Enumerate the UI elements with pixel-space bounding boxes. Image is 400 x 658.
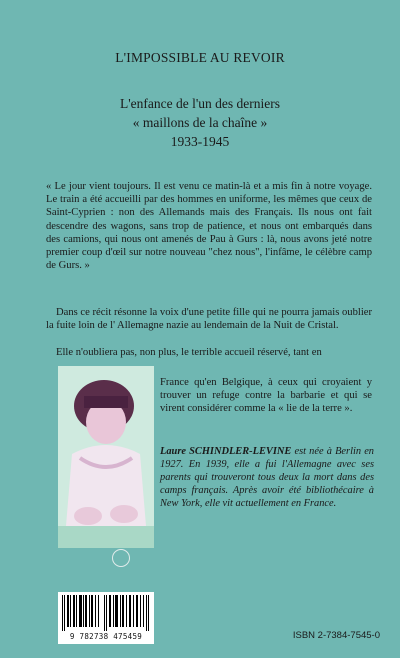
author-bio-text: est née à Berlin en 1927. En 1939, elle a fui l'Allemagne avec ses parents qui trouveront tous deux la mort dans des camps français. Après avoir été bibliothécaire à New York, elle vit actuellement en France. <box>160 446 374 509</box>
description-paragraph-3: France qu'en Belgique, à ceux qui croyaient y trouver un refuge contre la barbarie et qui se virent considérer comme la « lie de la terre ». <box>160 377 372 415</box>
barcode-digits: 9 782738 475459 <box>69 632 143 641</box>
author-childhood-photo <box>58 366 154 548</box>
photo-stamp-circle <box>112 549 130 567</box>
subtitle-line-1: L'enfance de l'un des derniers <box>119 96 281 111</box>
subtitle-years: 1933-1945 <box>170 134 230 149</box>
book-title: L'IMPOSSIBLE AU REVOIR <box>115 50 285 65</box>
description-paragraph-1: Dans ce récit résonne la voix d'une petite fille qui ne pourra jamais oublier la fuite loin de l' Allemagne nazie au lendemain de la Nuit de Cristal. <box>46 307 372 332</box>
isbn: ISBN 2-7384-7545-0 <box>292 630 380 641</box>
author-name: Laure SCHINDLER-LEVINE <box>160 446 292 457</box>
author-bio <box>160 445 374 510</box>
subtitle-line-2: « maillons de la chaîne » <box>132 115 268 130</box>
description-paragraph-2: Elle n'oubliera pas, non plus, le terrible accueil réservé, tant en <box>56 347 322 358</box>
excerpt-quote: « Le jour vient toujours. Il est venu ce matin-là et a mis fin à notre voyage. Le train a été accueilli par des hommes en uniforme, les mêmes que ceux de Saint-Cyprien : non des Allemands mais des Français. Ils nous ont fait descendre des wagons, sans trop de patience, et nous ont embarqués dans des camions, qui nous ont amenés de Pau à Gurs : là, nous avons jeté notre premier coup d'œil sur notre nouveau "chez nous", l'infâme, le célèbre camp de Gurs. » <box>46 181 372 272</box>
